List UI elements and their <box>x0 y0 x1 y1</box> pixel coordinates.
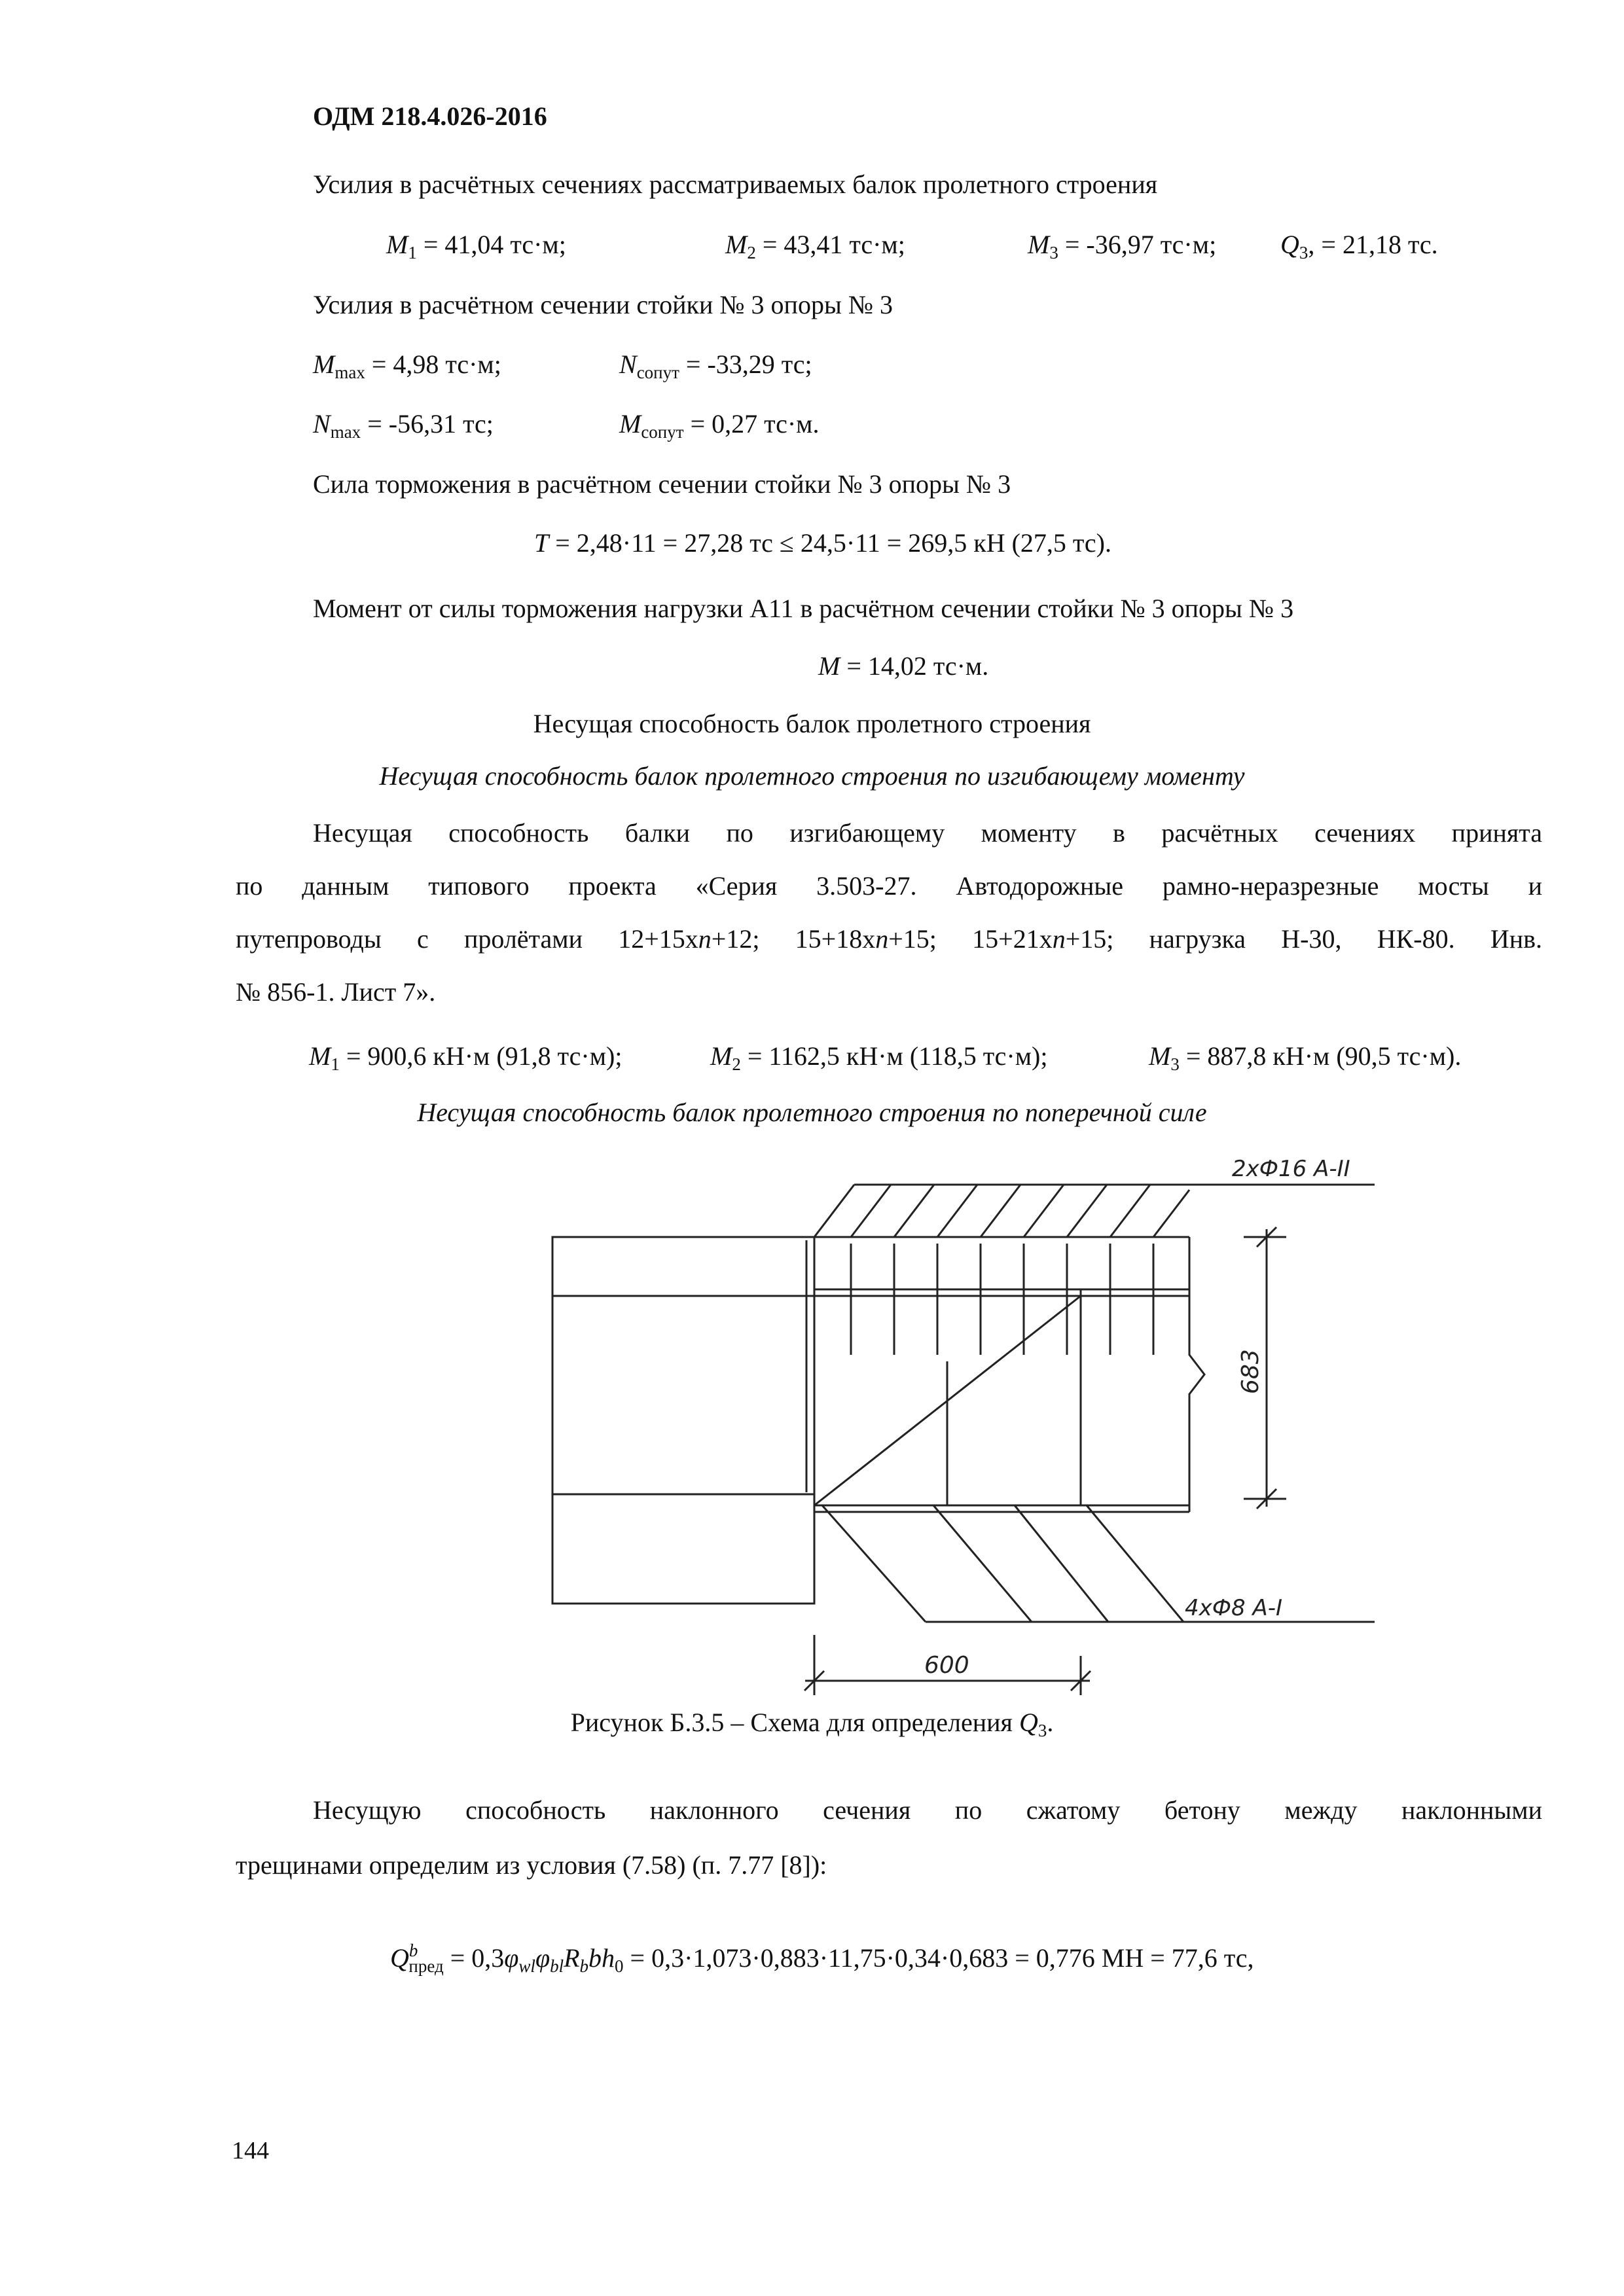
label-top-rebar: 2хФ16 А-II <box>1232 1156 1350 1182</box>
hatch-line <box>937 1185 977 1237</box>
dim-width-label: 600 <box>924 1652 969 1679</box>
column-mmax: $M_{max} = 4,98$ тс·м; <box>313 350 501 382</box>
hatch-line <box>1110 1185 1150 1237</box>
capacity-paragraph-line-4: № 856-1. Лист 7». <box>236 977 436 1007</box>
section-paragraph-line-2: трещинами определим из условия (7.58) (п. 7.77 [8]): <box>236 1850 827 1880</box>
braking-formula: T = 2,48·11 = 27,28 тс ≤ 24,5·11 = 269,5 кН (27,5 тс). <box>534 528 1111 558</box>
support-block <box>552 1237 814 1604</box>
capacity-subheading-shear: Несущая способность балок пролетного строения по поперечной силе <box>417 1098 1207 1127</box>
forces-intro: Усилия в расчётных сечениях рассматриваемых балок пролетного строения <box>313 170 1158 199</box>
hatch-line <box>894 1185 934 1237</box>
capacity-m2: $M_2 = 1162,5$ кН·м (118,5 тс·м); <box>710 1041 1048 1074</box>
hatch-line <box>1024 1185 1064 1237</box>
force-m3: $M_3 = -36,97$ тс·м; <box>1028 230 1217 262</box>
capacity-paragraph-line-2: по данным типового проекта «Серия 3.503-27. Автодорожные рамно-неразрезные мосты и <box>236 871 1542 901</box>
bottom-hatch <box>1087 1505 1183 1622</box>
section-paragraph-line-1: Несущую способность наклонного сечения по сжатому бетону между наклонными <box>313 1795 1542 1825</box>
force-m1: $M_1 = 41,04$ тс·м; <box>386 230 566 262</box>
capacity-m3: $M_3 = 887,8$ кН·м (90,5 тс·м). <box>1149 1041 1462 1074</box>
bottom-hatch <box>1015 1505 1108 1622</box>
bottom-hatch <box>822 1505 926 1622</box>
dim-height-label: 683 <box>1237 1349 1264 1394</box>
page-number: 144 <box>232 2137 269 2164</box>
braking-moment: M = 14,02 тс·м. <box>818 651 989 681</box>
column-intro: Усилия в расчётном сечении стойки № 3 опоры № 3 <box>313 290 893 319</box>
braking-intro: Сила торможения в расчётном сечении стойки № 3 опоры № 3 <box>313 469 1011 499</box>
capacity-paragraph-line-3: путепроводы с пролётами 12+15хn+12; 15+18хn+15; 15+21хn+15; нагрузка Н-30, НК-80. Инв. <box>236 924 1543 954</box>
capacity-heading: Несущая способность балок пролетного строения <box>533 709 1091 738</box>
force-q3: $Q_3$, = 21,18 тс. <box>1280 230 1438 262</box>
braking-moment-intro: Момент от силы торможения нагрузки А11 в расчётном сечении стойки № 3 опоры № 3 <box>313 594 1294 623</box>
hatch-line <box>1153 1190 1189 1237</box>
section-formula: $Q^b_{пред} = 0,3\varphi_{wl}\varphi_{bl}R_bbh_0 = 0,3\cdot 1,073\cdot 0,883\cdot 11,75\cdot 0,34\cdot 0,683 = 0,776$ МН = 77,6 тс, <box>390 1941 1254 1976</box>
hatch-line <box>1067 1185 1107 1237</box>
document-code: ОДМ 218.4.026-2016 <box>313 101 547 131</box>
force-m2: $M_2 = 43,41$ тс·м; <box>725 230 905 262</box>
column-nsop: $N_{сопут} = -33,29$ тс; <box>619 350 812 382</box>
bottom-hatch <box>933 1505 1032 1622</box>
figure-caption: Рисунок Б.3.5 – Схема для определения $Q_3$. <box>570 1708 1054 1740</box>
capacity-subheading-moment: Несущая способность балок пролетного строения по изгибающему моменту <box>379 761 1245 791</box>
column-nmax: $N_{max} = -56,31$ тс; <box>313 409 494 442</box>
capacity-paragraph-line-1: Несущая способность балки по изгибающему моменту в расчётных сечениях принята <box>313 818 1542 848</box>
hatch-line <box>851 1185 891 1237</box>
hatch-line <box>814 1185 854 1237</box>
capacity-m1: $M_1 = 900,6$ кН·м (91,8 тс·м); <box>309 1041 623 1074</box>
break-mark <box>1189 1237 1204 1512</box>
label-bottom-rebar: 4хФ8 А-I <box>1185 1595 1283 1621</box>
hatch-line <box>981 1185 1020 1237</box>
column-msop: $M_{сопут} = 0,27$ тс·м. <box>619 409 820 442</box>
